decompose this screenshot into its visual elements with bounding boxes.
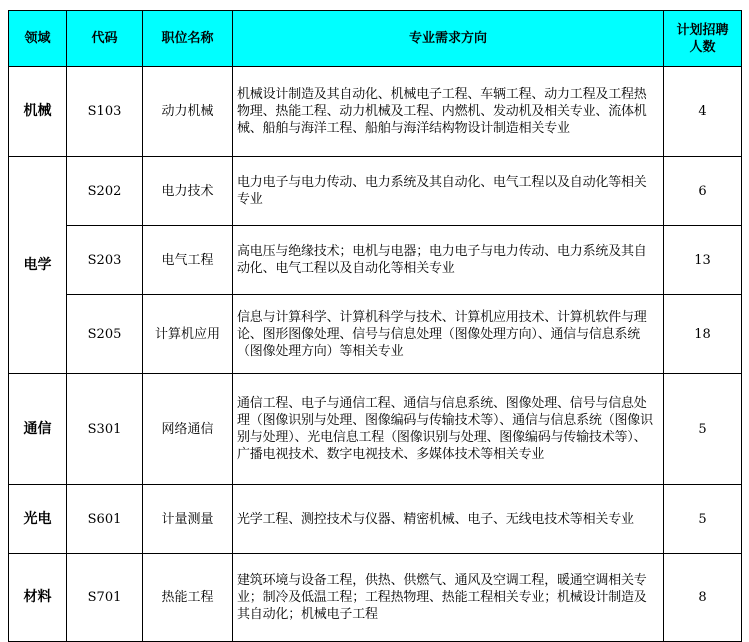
position-cell: 计算机应用 — [143, 295, 233, 374]
table-row — [9, 157, 742, 226]
table-row — [9, 554, 742, 642]
header-position: 职位名称 — [143, 11, 233, 67]
table-row — [9, 485, 742, 554]
code-cell: S301 — [67, 374, 143, 485]
requirement-cell: 机械设计制造及其自动化、机械电子工程、车辆工程、动力工程及工程热物理、热能工程、动力机械及工程、内燃机、发动机及相关专业、流体机械、船舶与海洋工程、船舶与海洋结构物设计制造相关专业 — [233, 67, 664, 157]
code-cell: S205 — [67, 295, 143, 374]
position-cell: 网络通信 — [143, 374, 233, 485]
position-cell: 计量测量 — [143, 485, 233, 554]
header-row — [9, 11, 742, 67]
domain-cell: 光电 — [9, 485, 67, 554]
domain-cell: 材料 — [9, 554, 67, 642]
position-cell: 动力机械 — [143, 67, 233, 157]
header-domain: 领域 — [9, 11, 67, 67]
position-cell: 电气工程 — [143, 226, 233, 295]
code-cell: S203 — [67, 226, 143, 295]
count-cell: 5 — [664, 374, 742, 485]
position-cell: 电力技术 — [143, 157, 233, 226]
domain-cell: 机械 — [9, 67, 67, 157]
recruitment-table — [8, 10, 742, 642]
count-cell: 4 — [664, 67, 742, 157]
requirement-cell: 建筑环境与设备工程，供热、供燃气、通风及空调工程，暖通空调相关专业；制冷及低温工程；工程热物理、热能工程相关专业；机械设计制造及其自动化；机械电子工程 — [233, 554, 664, 642]
code-cell: S202 — [67, 157, 143, 226]
requirement-cell: 通信工程、电子与通信工程、通信与信息系统、图像处理、信号与信息处理（图像识别与处理、图像编码与传输技术等）、通信与信息系统（图像识别与处理）、光电信息工程（图像识别与处理、图像编码与传输技术等）、广播电视技术、数字电视技术、多媒体技术等相关专业 — [233, 374, 664, 485]
requirement-cell: 光学工程、测控技术与仪器、精密机械、电子、无线电技术等相关专业 — [233, 485, 664, 554]
count-cell: 18 — [664, 295, 742, 374]
header-requirement: 专业需求方向 — [233, 11, 664, 67]
requirement-cell: 高电压与绝缘技术；电机与电器；电力电子与电力传动、电力系统及其自动化、电气工程以及自动化等相关专业 — [233, 226, 664, 295]
count-cell: 6 — [664, 157, 742, 226]
table-row — [9, 374, 742, 485]
requirement-cell: 信息与计算科学、计算机科学与技术、计算机应用技术、计算机软件与理论、图形图像处理、信号与信息处理（图像处理方向）、通信与信息系统（图像处理方向）等相关专业 — [233, 295, 664, 374]
code-cell: S701 — [67, 554, 143, 642]
header-count: 计划招聘人数 — [664, 11, 742, 67]
position-cell: 热能工程 — [143, 554, 233, 642]
domain-cell: 电学 — [9, 157, 67, 374]
count-cell: 13 — [664, 226, 742, 295]
count-cell: 5 — [664, 485, 742, 554]
code-cell: S601 — [67, 485, 143, 554]
table-row — [9, 295, 742, 374]
header-code: 代码 — [67, 11, 143, 67]
code-cell: S103 — [67, 67, 143, 157]
domain-cell: 通信 — [9, 374, 67, 485]
requirement-cell: 电力电子与电力传动、电力系统及其自动化、电气工程以及自动化等相关专业 — [233, 157, 664, 226]
count-cell: 8 — [664, 554, 742, 642]
table-row — [9, 226, 742, 295]
table-row — [9, 67, 742, 157]
